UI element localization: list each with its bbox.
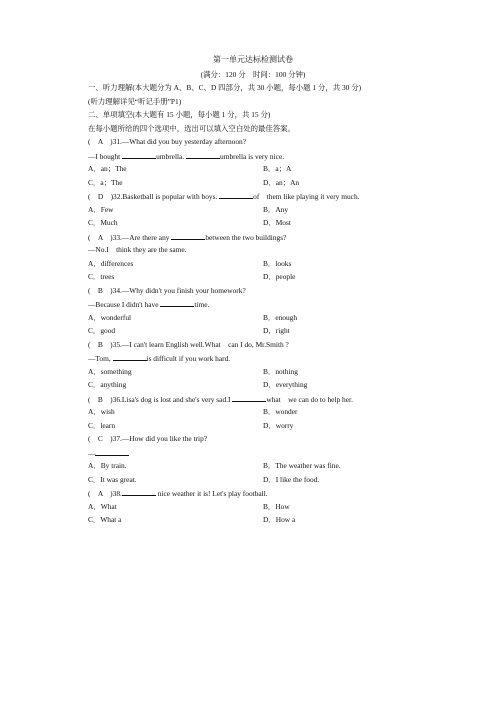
q32-options-row-2: [88, 219, 418, 233]
q38-text-2: nice weather it is! Let's play football.: [155, 489, 268, 499]
q36-option-d: D．worry: [263, 420, 294, 430]
q35-option-a: A．something: [88, 366, 132, 376]
q37-options-row-1: [88, 462, 418, 476]
question-32-stem: [88, 192, 418, 206]
q33-option-b: B．looks: [263, 258, 292, 268]
question-34-stem: ( B )34.—Why didn't you finish your homework?: [88, 285, 246, 295]
q31-options-row-1: [88, 165, 418, 179]
q31-text-2: umbrella.: [156, 151, 187, 161]
q31-option-c: C．a；The: [88, 177, 123, 187]
q36-text-2: what we can do to help her.: [266, 394, 353, 404]
answer-blank: [232, 395, 266, 402]
q33-options-row-1: [88, 260, 418, 274]
q34-option-a: A．wonderful: [88, 312, 132, 322]
q31-option-b: B．a；A: [263, 164, 292, 174]
q34-text-1: —Because I didn't have: [88, 300, 161, 310]
q37-option-d: D．I like the food.: [263, 474, 320, 484]
q36-option-a: A．wish: [88, 407, 115, 417]
answer-blank: [186, 152, 220, 159]
answer-blank: [95, 449, 129, 456]
q34-option-b: B．enough: [263, 312, 298, 322]
answer-blank: [171, 233, 205, 240]
q38-options-row-1: [88, 503, 418, 517]
q33-option-c: C．trees: [88, 272, 115, 282]
q31-options-row-2: [88, 179, 418, 193]
answer-blank: [113, 354, 147, 361]
answer-blank: [160, 300, 194, 307]
section-instruction: 在每小题所给的四个选项中，选出可以填入空白处的最佳答案。: [88, 123, 295, 133]
q36-option-b: B．wonder: [263, 407, 298, 417]
section-listening: 一、听力理解(本大题分为 A、B、C、D 四部分，共 30 小题，每小题 1 分，共 30 分): [88, 83, 362, 93]
q32-option-a: A．Few: [88, 204, 114, 214]
q34-option-d: D．right: [263, 326, 290, 336]
q31-text-1: —I bought: [88, 151, 123, 161]
section-single-choice: 二、单项填空(本大题有 15 小题，每小题 1 分，共 15 分): [88, 110, 271, 120]
q33-option-d: D．people: [263, 272, 296, 282]
q31-option-a: A．an；The: [88, 164, 127, 174]
q31-option-d: D．an；An: [263, 177, 300, 187]
answer-blank: [122, 489, 156, 496]
q38-text-1: ( A )38.: [88, 489, 122, 499]
question-37-response: [88, 449, 418, 463]
listening-note: (听力理解详见“听记手册”P1): [88, 96, 182, 106]
q38-option-d: D．How a: [263, 515, 296, 525]
question-36-stem: [88, 395, 418, 409]
question-35-response: [88, 354, 418, 368]
question-33-stem: [88, 233, 418, 247]
q32-option-d: D．Most: [263, 218, 291, 228]
question-38-stem: [88, 489, 418, 503]
q35-options-row-2: [88, 381, 418, 395]
q32-text-1: ( D )32.Basketball is popular with boys.: [88, 192, 220, 202]
q38-option-a: A．What: [88, 501, 117, 511]
q34-text-2: time.: [194, 300, 210, 310]
question-33-response: —No.I think they are the same.: [88, 245, 187, 255]
page-title: 第一单元达标检测试卷: [213, 55, 293, 64]
q35-text-2: is difficult if you work hard.: [146, 354, 231, 364]
q34-options-row-1: [88, 314, 418, 328]
q31-text-3: umbrella is very nice.: [220, 151, 285, 161]
q34-options-row-2: [88, 327, 418, 341]
q35-option-d: D．everything: [263, 380, 308, 390]
q37-option-c: C．It was great.: [88, 474, 137, 484]
q35-options-row-1: [88, 368, 418, 382]
question-37-stem: ( C )37.—How did you like the trip?: [88, 434, 208, 444]
question-31-response: [88, 152, 418, 166]
q33-text-2: between the two buildings?: [205, 232, 287, 242]
q32-options-row-1: [88, 206, 418, 220]
q35-option-b: B．nothing: [263, 366, 298, 376]
answer-blank: [219, 192, 253, 199]
q38-option-b: B．How: [263, 501, 290, 511]
question-34-response: [88, 300, 418, 314]
q32-text-2: of them like playing it very much.: [253, 192, 360, 202]
question-31-stem: ( A )31.—What did you buy yesterday afternoon?: [88, 137, 247, 147]
q33-text-1: ( A )33.—Are there any: [88, 232, 172, 242]
q35-text-1: —Tom,: [88, 354, 113, 364]
exam-page: [88, 56, 418, 530]
question-35-stem: ( B )35.—I can't learn English well.What can I do, Mr.Smith ?: [88, 339, 289, 349]
q33-options-row-2: [88, 273, 418, 287]
q36-option-c: C．learn: [88, 420, 116, 430]
q38-options-row-2: [88, 516, 418, 530]
q33-option-a: A．differences: [88, 258, 134, 268]
q37-option-a: A．By train.: [88, 461, 127, 471]
answer-blank: [122, 152, 156, 159]
q37-text-1: —: [88, 448, 96, 458]
q36-options-row-2: [88, 422, 418, 436]
q34-option-c: C．good: [88, 326, 116, 336]
q36-text-1: ( B )36.Lisa's dog is lost and she's very sad.I: [88, 394, 233, 404]
q32-option-c: C．Much: [88, 218, 118, 228]
q37-option-b: B．The weather was fine.: [263, 461, 341, 471]
q38-option-c: C．What a: [88, 515, 122, 525]
q36-options-row-1: [88, 408, 418, 422]
q32-option-b: B．Any: [263, 204, 289, 214]
q37-options-row-2: [88, 476, 418, 490]
exam-meta: (满分：120 分 时间：100 分钟): [200, 70, 306, 79]
q35-option-c: C．anything: [88, 380, 127, 390]
